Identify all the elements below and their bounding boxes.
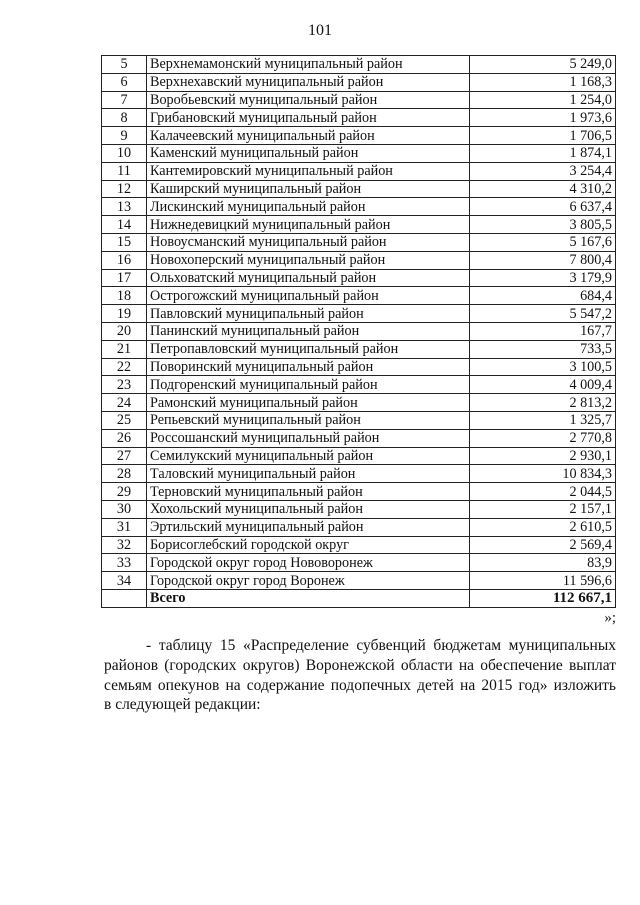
district-name: Новохоперский муниципальный район <box>147 251 470 269</box>
table-row <box>102 91 616 109</box>
row-number: 5 <box>102 56 147 74</box>
table-row <box>102 56 616 74</box>
table-row <box>102 394 616 412</box>
row-number: 21 <box>102 340 147 358</box>
district-name: Каменский муниципальный район <box>147 144 470 162</box>
row-number: 10 <box>102 144 147 162</box>
table-row <box>102 358 616 376</box>
row-number: 19 <box>102 305 147 323</box>
district-name: Острогожский муниципальный район <box>147 287 470 305</box>
subvention-value: 83,9 <box>470 554 616 572</box>
table-row <box>102 216 616 234</box>
table-row <box>102 287 616 305</box>
total-row <box>102 589 616 607</box>
district-name: Панинский муниципальный район <box>147 322 470 340</box>
subvention-value: 684,4 <box>470 287 616 305</box>
table-row <box>102 518 616 536</box>
row-number: 6 <box>102 73 147 91</box>
paragraph-line: семьям опекунов на содержание подопечных детей на 2015 год» изложить <box>104 676 616 694</box>
table-row <box>102 305 616 323</box>
subvention-value: 733,5 <box>470 340 616 358</box>
row-number: 23 <box>102 376 147 394</box>
table-row <box>102 73 616 91</box>
district-name: Городской округ город Воронеж <box>147 572 470 590</box>
district-name: Хохольский муниципальный район <box>147 500 470 518</box>
subvention-value: 3 100,5 <box>470 358 616 376</box>
subvention-value: 11 596,6 <box>470 572 616 590</box>
row-number: 7 <box>102 91 147 109</box>
table-row <box>102 465 616 483</box>
district-name: Павловский муниципальный район <box>147 305 470 323</box>
table-row <box>102 483 616 501</box>
closing-quote: »; <box>604 610 616 626</box>
subvention-value: 3 805,5 <box>470 216 616 234</box>
row-number: 8 <box>102 109 147 127</box>
subvention-value: 3 254,4 <box>470 162 616 180</box>
table-row <box>102 180 616 198</box>
subvention-value: 7 800,4 <box>470 251 616 269</box>
table-row <box>102 322 616 340</box>
row-number: 15 <box>102 233 147 251</box>
table-row <box>102 198 616 216</box>
paragraph-line: в следующей редакции: <box>104 696 261 714</box>
district-name: Репьевский муниципальный район <box>147 411 470 429</box>
table-row <box>102 500 616 518</box>
subvention-value: 10 834,3 <box>470 465 616 483</box>
table-row <box>102 269 616 287</box>
table-row <box>102 429 616 447</box>
subvention-value: 1 874,1 <box>470 144 616 162</box>
table-row <box>102 109 616 127</box>
total-value: 112 667,1 <box>470 589 616 607</box>
subvention-table <box>101 55 616 608</box>
subvention-value: 5 167,6 <box>470 233 616 251</box>
district-name: Петропавловский муниципальный район <box>147 340 470 358</box>
subvention-value: 2 157,1 <box>470 500 616 518</box>
table-row <box>102 376 616 394</box>
table-row <box>102 144 616 162</box>
district-name: Новоусманский муниципальный район <box>147 233 470 251</box>
subvention-value: 1 254,0 <box>470 91 616 109</box>
district-name: Россошанский муниципальный район <box>147 429 470 447</box>
district-name: Верхнемамонский муниципальный район <box>147 56 470 74</box>
subvention-value: 4 310,2 <box>470 180 616 198</box>
row-number: 25 <box>102 411 147 429</box>
district-name: Рамонский муниципальный район <box>147 394 470 412</box>
district-name: Подгоренский муниципальный район <box>147 376 470 394</box>
district-name: Ольховатский муниципальный район <box>147 269 470 287</box>
row-number: 22 <box>102 358 147 376</box>
row-number: 12 <box>102 180 147 198</box>
row-number: 11 <box>102 162 147 180</box>
row-number: 32 <box>102 536 147 554</box>
paragraph-line: районов (городских округов) Воронежской области на обеспечение выплат <box>104 656 616 674</box>
table-row <box>102 554 616 572</box>
row-number: 20 <box>102 322 147 340</box>
district-name: Грибановский муниципальный район <box>147 109 470 127</box>
district-name: Нижнедевицкий муниципальный район <box>147 216 470 234</box>
subvention-value: 5 547,2 <box>470 305 616 323</box>
district-name: Эртильский муниципальный район <box>147 518 470 536</box>
subvention-value: 1 325,7 <box>470 411 616 429</box>
row-number: 28 <box>102 465 147 483</box>
subvention-value: 2 569,4 <box>470 536 616 554</box>
row-number: 16 <box>102 251 147 269</box>
district-name: Семилукский муниципальный район <box>147 447 470 465</box>
row-number: 30 <box>102 500 147 518</box>
total-number <box>102 589 147 607</box>
district-name: Терновский муниципальный район <box>147 483 470 501</box>
subvention-value: 5 249,0 <box>470 56 616 74</box>
subvention-value: 1 973,6 <box>470 109 616 127</box>
district-name: Калачеевский муниципальный район <box>147 127 470 145</box>
district-name: Воробьевский муниципальный район <box>147 91 470 109</box>
table-row <box>102 251 616 269</box>
district-name: Борисоглебский городской округ <box>147 536 470 554</box>
row-number: 18 <box>102 287 147 305</box>
row-number: 33 <box>102 554 147 572</box>
row-number: 31 <box>102 518 147 536</box>
subvention-value: 2 044,5 <box>470 483 616 501</box>
row-number: 29 <box>102 483 147 501</box>
table-row <box>102 536 616 554</box>
table-row <box>102 572 616 590</box>
district-name: Верхнехавский муниципальный район <box>147 73 470 91</box>
subvention-value: 167,7 <box>470 322 616 340</box>
subvention-value: 6 637,4 <box>470 198 616 216</box>
total-label: Всего <box>147 589 470 607</box>
table-row <box>102 447 616 465</box>
row-number: 17 <box>102 269 147 287</box>
district-name: Лискинский муниципальный район <box>147 198 470 216</box>
row-number: 34 <box>102 572 147 590</box>
district-name: Поворинский муниципальный район <box>147 358 470 376</box>
table-row <box>102 340 616 358</box>
district-name: Городской округ город Нововоронеж <box>147 554 470 572</box>
subvention-value: 3 179,9 <box>470 269 616 287</box>
subvention-value: 4 009,4 <box>470 376 616 394</box>
row-number: 24 <box>102 394 147 412</box>
subvention-value: 2 813,2 <box>470 394 616 412</box>
table-row <box>102 162 616 180</box>
subvention-value: 1 168,3 <box>470 73 616 91</box>
table-body <box>102 56 616 608</box>
amendment-paragraph <box>104 636 616 715</box>
subvention-value: 2 610,5 <box>470 518 616 536</box>
table-row <box>102 127 616 145</box>
paragraph-line: - таблицу 15 «Распределение субвенций бюджетам муниципальных <box>146 637 616 654</box>
district-name: Кантемировский муниципальный район <box>147 162 470 180</box>
table-row <box>102 233 616 251</box>
subvention-value: 2 770,8 <box>470 429 616 447</box>
subvention-value: 2 930,1 <box>470 447 616 465</box>
district-name: Каширский муниципальный район <box>147 180 470 198</box>
district-name: Таловский муниципальный район <box>147 465 470 483</box>
row-number: 27 <box>102 447 147 465</box>
table-row <box>102 411 616 429</box>
row-number: 26 <box>102 429 147 447</box>
page-number: 101 <box>308 22 332 39</box>
row-number: 14 <box>102 216 147 234</box>
subvention-value: 1 706,5 <box>470 127 616 145</box>
row-number: 13 <box>102 198 147 216</box>
row-number: 9 <box>102 127 147 145</box>
